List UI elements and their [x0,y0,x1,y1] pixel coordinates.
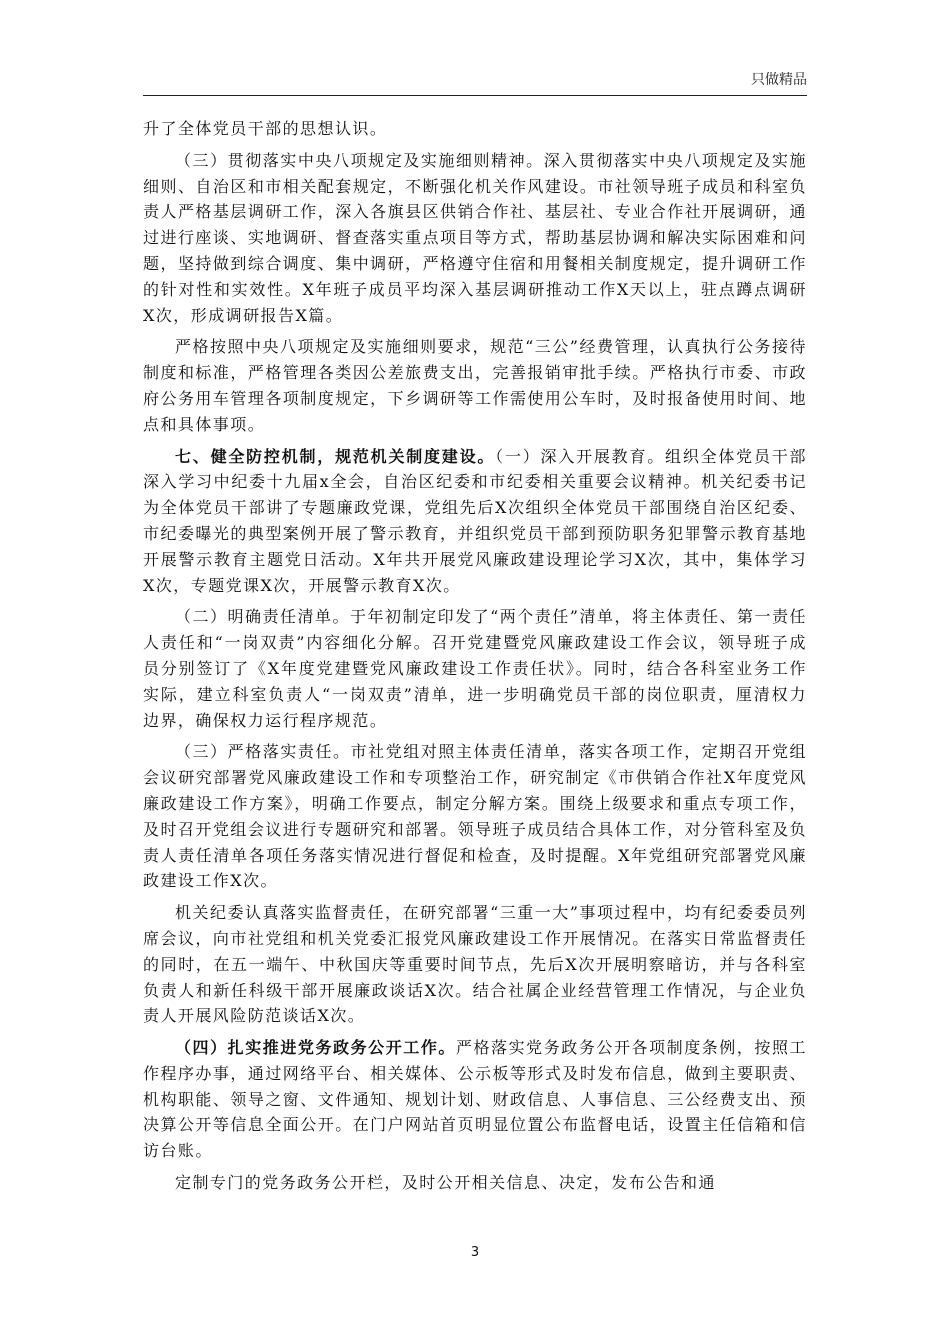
paragraph-3: 严格按照中央八项规定及实施细则要求，规范“三公”经费管理，认真执行公务接待制度和标准，严格管理各类因公差旅费支出，完善报销审批手续。严格执行市委、市政府公务用车管理各项制度规定，下乡调研等工作需使用公车时，及时报备使用时间、地点和具体事项。 [143,337,807,434]
paragraph-7: 机关纪委认真落实监督责任，在研究部署“三重一大”事项过程中，均有纪委委员列席会议，向市社党组和机关党委汇报党风廉政建设工作开展情况。在落实日常监督责任的同时，在五一端午、中秋国庆等重要时间节点，先后X次开展明察暗访，并与各科室负责人和新任科级干部开展廉政谈话X次。结合社属企业经营管理工作情况，与企业负责人开展风险防范谈话X次。 [143,903,807,1026]
page-number: 3 [470,1245,480,1260]
paragraph-4-text: （一）深入开展教育。组织全体党员干部深入学习中纪委十九届x全会，自治区纪委和市纪委相关重要会议精神。机关纪委书记为全体党员干部讲了专题廉政党课，党组先后X次组织全体党员干部围绕自治区纪委、市纪委曝光的典型案例开展了警示教育，并组织党员干部到预防职务犯罪警示教育基地开展警示教育主题党日活动。X年共开展党风廉政建设理论学习X次，其中，集体学习X次，专题党课X次，开展警示教育X次。 [143,446,807,595]
paragraph-1: 升了全体党员干部的思想认识。 [143,119,388,138]
paragraph-4 [143,444,807,599]
section-heading-7: 七、健全防控机制，规范机关制度建设。 [175,446,496,466]
paragraph-8 [143,1035,807,1164]
paragraph-5: （二）明确责任清单。于年初制定印发了“两个责任”清单，将主体责任、第一责任人责任和“一岗双责”内容细化分解。召开党建暨党风廉政建设工作会议，领导班子成员分别签订了《X年度党建暨党风廉政建设工作责任状》。同时，结合各科室业务工作实际，建立科室负责人“一岗双责”清单，进一步明确党员干部的岗位职责，厘清权力边界，确保权力运行程序规范。 [143,607,807,730]
page-header: 只做精品 [751,72,807,88]
paragraph-8-text: 严格落实党务政务公开各项制度条例，按照工作程序办事，通过网络平台、相关媒体、公示板等形式及时发布信息，做到主要职责、机构职能、领导之窗、文件通知、规划计划、财政信息、人事信息、三公经费支出、预决算公开等信息全面公开。在门户网站首页明显位置公布监督电话，设置主任信箱和信访台账。 [143,1038,807,1161]
document-body [143,116,807,1202]
header-divider [143,95,807,96]
paragraph-6: （三）严格落实责任。市社党组对照主体责任清单，落实各项工作，定期召开党组会议研究部署党风廉政建设工作和专项整治工作，研究制定《市供销合作社X年度党风廉政建设工作方案》，明确工作要点，制定分解方案。围绕上级要求和重点专项工作，及时召开党组会议进行专题研究和部署。领导班子成员结合具体工作，对分管科室及负责人责任清单各项任务落实情况进行督促和检查，及时提醒。X年党组研究部署党风廉政建设工作X次。 [143,742,807,891]
paragraph-9: 定制专门的党务政务公开栏，及时公开相关信息、决定，发布公告和通 [175,1173,716,1193]
paragraph-2: （三）贯彻落实中央八项规定及实施细则精神。深入贯彻落实中央八项规定及实施细则、自治区和市相关配套规定，不断强化机关作风建设。市社领导班子成员和科室负责人严格基层调研工作，深入各旗县区供销合作社、基层社、专业合作社开展调研，通过进行座谈、实地调研、督查落实重点项目等方式，帮助基层协调和解决实际困难和问题，坚持做到综合调度、集中调研，严格遵守住宿和用餐相关制度规定，提升调研工作的针对性和实效性。X年班子成员平均深入基层调研推动工作X天以上，驻点蹲点调研X次，形成调研报告X篇。 [143,150,807,325]
subsection-heading-4: （四）扎实推进党务政务公开工作。 [175,1038,456,1058]
